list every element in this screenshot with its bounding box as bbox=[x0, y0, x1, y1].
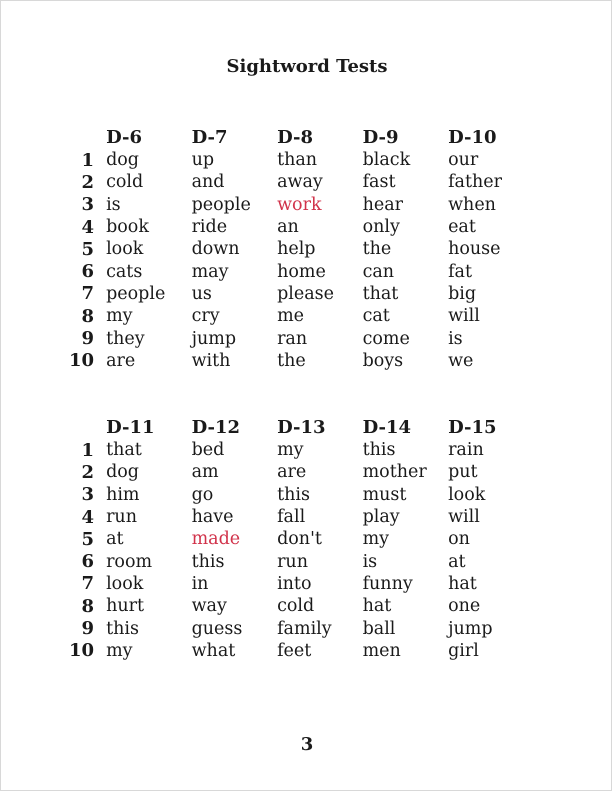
row-number: 5 bbox=[81, 238, 95, 260]
sight-word: play bbox=[362, 507, 400, 528]
sight-word: dog bbox=[106, 462, 140, 483]
table-row bbox=[69, 171, 534, 193]
row-number: 1 bbox=[81, 439, 95, 461]
sight-word: guess bbox=[191, 618, 243, 639]
sight-word: run bbox=[277, 551, 308, 572]
sight-word: men bbox=[362, 640, 401, 661]
sight-word: the bbox=[277, 350, 306, 371]
sight-word: hurt bbox=[106, 596, 145, 617]
table-row bbox=[69, 238, 534, 260]
sight-word: room bbox=[106, 551, 153, 572]
column-header: D-8 bbox=[277, 126, 314, 148]
sight-word: what bbox=[191, 640, 236, 661]
sight-word: will bbox=[448, 306, 480, 327]
sight-word: girl bbox=[448, 640, 479, 661]
sight-word: jump bbox=[448, 618, 493, 639]
page-title: Sightword Tests bbox=[226, 56, 388, 77]
sight-word: my bbox=[362, 529, 390, 550]
sightword-table-1 bbox=[69, 125, 534, 372]
sight-word: the bbox=[362, 239, 392, 260]
column-header: D-7 bbox=[191, 126, 228, 148]
sight-word: on bbox=[448, 529, 470, 550]
column-header: D-15 bbox=[448, 416, 497, 438]
sight-word: hear bbox=[362, 194, 403, 215]
sight-word: cry bbox=[191, 306, 220, 327]
table-row bbox=[69, 461, 534, 483]
table-row bbox=[69, 216, 534, 238]
row-number: 7 bbox=[81, 573, 95, 595]
sight-word: ran bbox=[277, 328, 308, 349]
sight-word: this bbox=[362, 440, 396, 461]
sight-word: family bbox=[277, 618, 332, 639]
row-number: 8 bbox=[81, 305, 95, 327]
header-row bbox=[69, 125, 534, 149]
row-number: 9 bbox=[81, 328, 95, 350]
table-row bbox=[69, 305, 534, 327]
column-header: D-11 bbox=[106, 416, 155, 438]
sight-word: people bbox=[191, 194, 251, 215]
sight-word: jump bbox=[191, 328, 237, 349]
table-row bbox=[69, 350, 534, 372]
sight-word: house bbox=[448, 239, 501, 260]
column-header: D-13 bbox=[277, 416, 326, 438]
column-header: D-10 bbox=[448, 126, 497, 148]
sight-word: only bbox=[362, 217, 400, 238]
sight-word: we bbox=[448, 350, 474, 371]
sight-word: when bbox=[448, 194, 496, 215]
row-number: 4 bbox=[81, 506, 95, 528]
sight-word: run bbox=[106, 507, 137, 528]
row-number: 2 bbox=[81, 461, 95, 483]
sight-word: my bbox=[106, 640, 133, 661]
sightword-table-2 bbox=[69, 415, 534, 662]
sight-word: eat bbox=[448, 217, 476, 238]
sight-word: hat bbox=[362, 596, 392, 617]
table-row bbox=[69, 194, 534, 216]
sight-word: look bbox=[448, 484, 486, 505]
sight-word: in bbox=[191, 573, 209, 594]
sight-word: are bbox=[106, 350, 136, 371]
table-row bbox=[69, 484, 534, 506]
sight-word: they bbox=[106, 328, 145, 349]
row-number-header bbox=[69, 415, 106, 439]
column-header: D-9 bbox=[362, 126, 399, 148]
row-number: 6 bbox=[81, 261, 95, 283]
sight-word: am bbox=[191, 462, 219, 483]
row-number: 10 bbox=[69, 350, 95, 372]
table-row bbox=[69, 506, 534, 528]
sight-word: us bbox=[191, 283, 212, 304]
page-number: 3 bbox=[300, 734, 314, 755]
sight-word: boys bbox=[362, 350, 404, 371]
table-row bbox=[69, 573, 534, 595]
word-table bbox=[69, 415, 534, 662]
sight-word: ride bbox=[191, 217, 228, 238]
sight-word: than bbox=[277, 150, 318, 171]
table-row bbox=[69, 617, 534, 639]
sight-word: at bbox=[106, 529, 124, 550]
sight-word: an bbox=[277, 217, 299, 238]
sight-word: cold bbox=[277, 596, 315, 617]
row-number: 3 bbox=[81, 194, 95, 216]
sight-word: my bbox=[106, 306, 133, 327]
row-number: 10 bbox=[69, 640, 95, 662]
sight-word: cats bbox=[106, 261, 143, 282]
sight-word: please bbox=[277, 283, 334, 304]
sight-word: work bbox=[277, 194, 322, 215]
sight-word: way bbox=[191, 596, 227, 617]
table-row bbox=[69, 149, 534, 171]
sight-word: may bbox=[191, 261, 229, 282]
sight-word: funny bbox=[362, 573, 413, 594]
row-number: 1 bbox=[81, 149, 95, 171]
row-number: 2 bbox=[81, 171, 95, 193]
row-number: 5 bbox=[81, 528, 95, 550]
sight-word: are bbox=[277, 462, 307, 483]
sight-word: this bbox=[277, 484, 310, 505]
sight-word: ball bbox=[362, 618, 396, 639]
sight-word: my bbox=[277, 440, 304, 461]
sight-word: rain bbox=[448, 440, 484, 461]
sight-word: this bbox=[106, 618, 139, 639]
sight-word: help bbox=[277, 239, 316, 260]
table-row bbox=[69, 550, 534, 572]
table-row bbox=[69, 283, 534, 305]
sight-word: one bbox=[448, 596, 481, 617]
sight-word: fat bbox=[448, 261, 473, 282]
sight-word: book bbox=[106, 217, 149, 238]
sight-word: don't bbox=[277, 529, 322, 550]
sight-word: bed bbox=[191, 440, 225, 461]
header-row bbox=[69, 415, 534, 439]
row-number: 3 bbox=[81, 484, 95, 506]
sight-word: go bbox=[191, 484, 214, 505]
column-header: D-12 bbox=[191, 416, 241, 438]
table-row bbox=[69, 260, 534, 282]
sight-word: home bbox=[277, 261, 326, 282]
sight-word: mother bbox=[362, 462, 427, 483]
row-number-header bbox=[69, 125, 106, 149]
table-row bbox=[69, 439, 534, 461]
sight-word: down bbox=[191, 239, 240, 260]
sight-word: must bbox=[362, 484, 407, 505]
sight-word: cat bbox=[362, 306, 390, 327]
sight-word: look bbox=[106, 573, 144, 594]
sight-word: look bbox=[106, 239, 144, 260]
table-row bbox=[69, 327, 534, 349]
table-row bbox=[69, 640, 534, 662]
sight-word: is bbox=[362, 551, 378, 572]
sight-word: big bbox=[448, 283, 477, 304]
sight-word: him bbox=[106, 484, 140, 505]
sight-word: people bbox=[106, 283, 166, 304]
row-number: 6 bbox=[81, 551, 95, 573]
sight-word: that bbox=[106, 440, 142, 461]
sight-word: this bbox=[191, 551, 225, 572]
table-row bbox=[69, 595, 534, 617]
sight-word: will bbox=[448, 507, 480, 528]
word-table bbox=[69, 125, 534, 372]
sight-word: me bbox=[277, 306, 305, 327]
sight-word: into bbox=[277, 573, 312, 594]
table-row bbox=[69, 528, 534, 550]
sight-word: up bbox=[191, 150, 215, 171]
sight-word: and bbox=[191, 172, 225, 193]
sight-word: fall bbox=[277, 507, 306, 528]
sight-word: cold bbox=[106, 172, 144, 193]
sight-word: can bbox=[362, 261, 395, 282]
sight-word: black bbox=[362, 150, 411, 171]
sight-word: is bbox=[106, 194, 121, 215]
sight-word: that bbox=[362, 283, 399, 304]
sight-word: is bbox=[448, 328, 463, 349]
sight-word: with bbox=[191, 350, 231, 371]
sight-word: at bbox=[448, 551, 466, 572]
row-number: 7 bbox=[81, 283, 95, 305]
column-header: D-14 bbox=[362, 416, 412, 438]
row-number: 8 bbox=[81, 595, 95, 617]
sight-word: have bbox=[191, 507, 234, 528]
sight-word: hat bbox=[448, 573, 477, 594]
sight-word: come bbox=[362, 328, 410, 349]
row-number: 9 bbox=[81, 618, 95, 640]
sight-word: feet bbox=[277, 640, 312, 661]
sight-word: fast bbox=[362, 172, 396, 193]
sight-word: made bbox=[191, 529, 241, 550]
sight-word: away bbox=[277, 172, 323, 193]
sight-word: father bbox=[448, 172, 502, 193]
column-header: D-6 bbox=[106, 126, 143, 148]
sight-word: dog bbox=[106, 150, 140, 171]
row-number: 4 bbox=[81, 216, 95, 238]
sight-word: our bbox=[448, 150, 479, 171]
sight-word: put bbox=[448, 462, 478, 483]
